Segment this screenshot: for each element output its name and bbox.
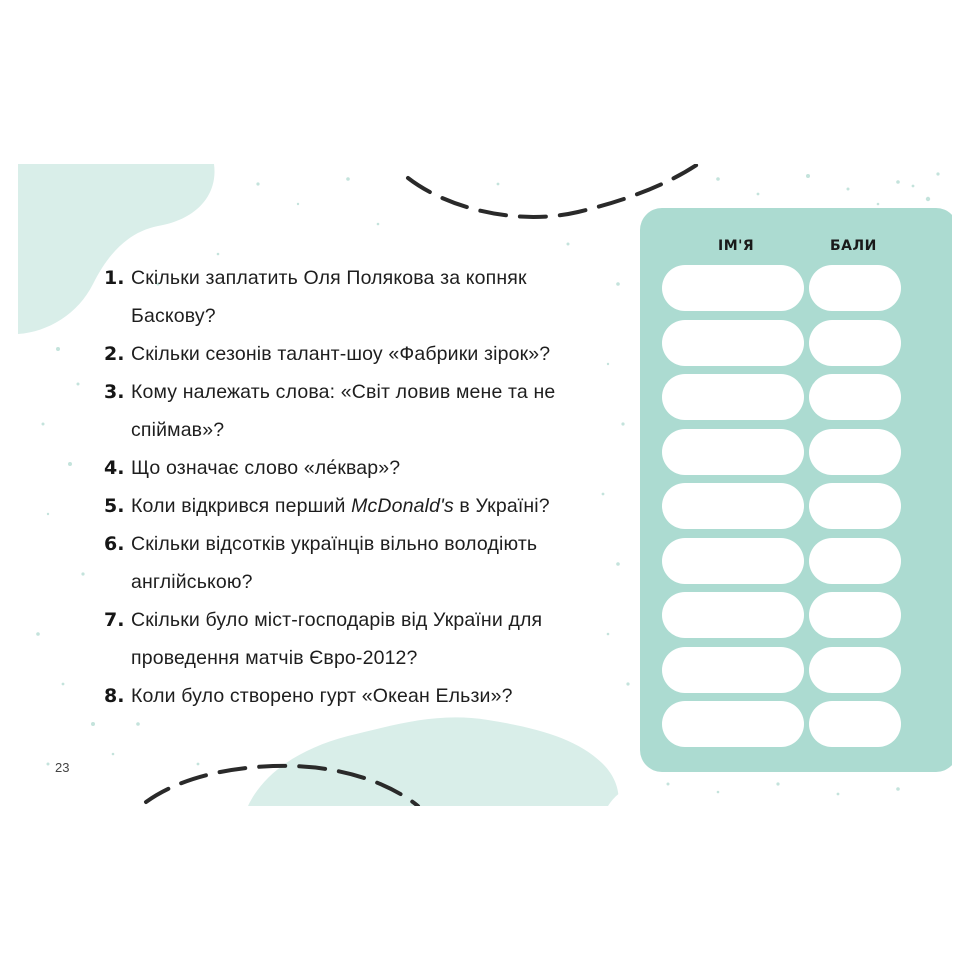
name-input-field[interactable] xyxy=(662,429,804,475)
question-number: 1. xyxy=(104,267,125,289)
points-column-header: БАЛИ xyxy=(830,238,877,254)
question-number: 7. xyxy=(104,609,125,631)
name-input-field[interactable] xyxy=(662,265,804,311)
name-input-field[interactable] xyxy=(662,538,804,584)
question-text: Скільки було міст-господарів від України для xyxy=(131,609,543,631)
question-text: проведення матчів Євро-2012? xyxy=(131,647,418,669)
question-text: Кому належать слова: «Світ ловив мене та не xyxy=(131,381,556,403)
points-input-field[interactable] xyxy=(809,647,901,693)
question-text: Коли було створено гурт «Океан Ельзи»? xyxy=(131,685,513,707)
question-text: англійською? xyxy=(131,571,253,593)
name-input-field[interactable] xyxy=(662,647,804,693)
name-input-field[interactable] xyxy=(662,592,804,638)
question-text: Скільки сезонів талант-шоу «Фабрики зірок»? xyxy=(131,343,551,365)
right-bottom-blob xyxy=(608,776,952,806)
points-input-field[interactable] xyxy=(809,592,901,638)
question-text: Баскову? xyxy=(131,305,216,327)
question-text: Скільки відсотків українців вільно володіють xyxy=(131,533,538,555)
score-table xyxy=(640,208,952,772)
question-text: Скільки заплатить Оля Полякова за копняк xyxy=(131,267,527,289)
question-text: спіймав»? xyxy=(131,419,225,441)
points-input-field[interactable] xyxy=(809,538,901,584)
question-number: 5. xyxy=(104,495,125,517)
name-input-field[interactable] xyxy=(662,320,804,366)
page-number: 23 xyxy=(55,760,70,775)
question-text: Коли відкрився перший McDonald's в Україні? xyxy=(131,495,550,517)
name-input-field[interactable] xyxy=(662,374,804,420)
question-number: 3. xyxy=(104,381,125,403)
quiz-page xyxy=(18,164,952,806)
question-number: 8. xyxy=(104,685,125,707)
points-input-field[interactable] xyxy=(809,701,901,747)
points-input-field[interactable] xyxy=(809,483,901,529)
name-input-field[interactable] xyxy=(662,483,804,529)
bottom-blob xyxy=(248,717,619,806)
question-number: 2. xyxy=(104,343,125,365)
question-number: 4. xyxy=(104,457,125,479)
question-text: Що означає слово «ле́квар»? xyxy=(131,457,401,479)
name-column-header: ІМ'Я xyxy=(718,238,755,254)
points-input-field[interactable] xyxy=(809,374,901,420)
points-input-field[interactable] xyxy=(809,429,901,475)
name-input-field[interactable] xyxy=(662,701,804,747)
points-input-field[interactable] xyxy=(809,265,901,311)
question-number: 6. xyxy=(104,533,125,555)
points-input-field[interactable] xyxy=(809,320,901,366)
